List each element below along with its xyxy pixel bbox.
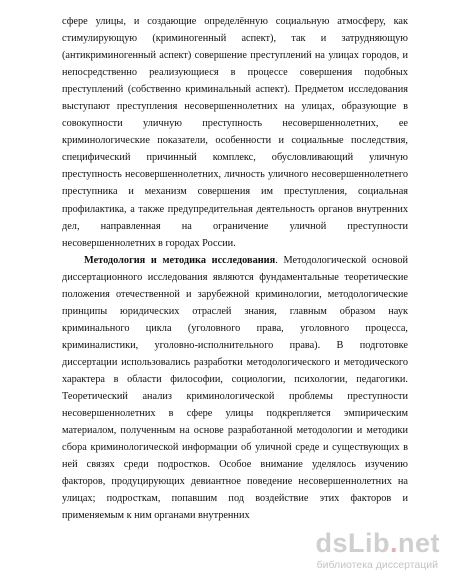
dslib-logo xyxy=(315,528,440,558)
text-line: преступность несовершеннолетних, личность уличного несовершеннолетнего xyxy=(62,169,408,181)
text-line: специфический причинный комплекс, обусловливающий уличную xyxy=(62,152,408,164)
text-line: дел, направленная на ограничение уличной преступности xyxy=(62,220,408,232)
text-line: стимулирующую (криминогенный аспект), так и затрудняющую xyxy=(62,33,408,45)
methodology-heading: Методология и методика исследования xyxy=(84,254,276,266)
logo-part: dsLib xyxy=(315,528,390,558)
text-line: применяемым к ним органами внутренних xyxy=(62,510,250,522)
text-line: принципы юридических отраслей знания, главным образом наук xyxy=(62,305,408,317)
text-line: выступают преступления несовершеннолетних на улицах, образующие в xyxy=(62,101,408,113)
text-line: факторов, продуцирующих девиантное поведение несовершеннолетних на xyxy=(62,476,408,488)
text-line: криминалистики, уголовно-исполнительного права). В подготовке xyxy=(62,339,408,351)
text-line: ней связях среди подростков. Особое внимание уделялось изучению xyxy=(62,459,408,471)
text-line: Теоретический анализ криминологической проблемы преступности xyxy=(62,391,408,403)
dslib-watermark xyxy=(300,528,440,574)
logo-dot: . xyxy=(389,528,398,558)
text-line: преступника и механизм совершения им преступления, социальная xyxy=(62,186,408,198)
text-line: положения отечественной и зарубежной криминологии, методологические xyxy=(62,288,408,300)
text-line: профилактика, а также предупредительная деятельность органов внутренних xyxy=(62,203,408,215)
text-line: улицах; подросткам, попавшим под воздействие этих факторов и xyxy=(62,493,408,505)
logo-part: net xyxy=(398,528,440,558)
dslib-subtitle: библиотека диссертаций xyxy=(316,559,438,571)
text-line: диссертационного исследования являются фундаментальные теоретические xyxy=(62,271,408,283)
text-line: несовершеннолетних в сфере улицы подкрепляется эмпирическим xyxy=(62,408,408,420)
text-line: сфере улицы, и создающие определённую социальную атмосферу, как xyxy=(62,16,408,27)
text-line: диссертации использовались разработки методологического и методического xyxy=(62,356,408,368)
document-text xyxy=(62,13,408,524)
text-line: материалом, полученным на основе разработанной методологии и методики xyxy=(62,425,408,437)
text-line: (антикриминогенный аспект) совершение преступлений на улицах городов, и xyxy=(62,50,408,62)
text-line: характера в области философии, социологии, психологии, педагогики. xyxy=(62,373,408,385)
text-line: криминального цикла (уголовного права, уголовного процесса, xyxy=(62,322,408,334)
methodology-first-line xyxy=(62,252,408,269)
text-line: совокупности уличную преступность несовершеннолетних, ее xyxy=(62,118,408,130)
text-line: непосредственно реализующиеся в процессе совершения подобных xyxy=(62,67,408,79)
text-line: сбора криминологической информации об уличной среде и существующих в xyxy=(62,442,408,454)
text-line: несовершеннолетних в городах России. xyxy=(62,237,236,249)
methodology-first-rest: . Методологической основой xyxy=(275,254,408,266)
text-line: криминологические показатели, особенности и социальные последствия, xyxy=(62,135,408,147)
text-line: преступлений (собственно криминальный аспект). Предметом исследования xyxy=(62,84,408,96)
